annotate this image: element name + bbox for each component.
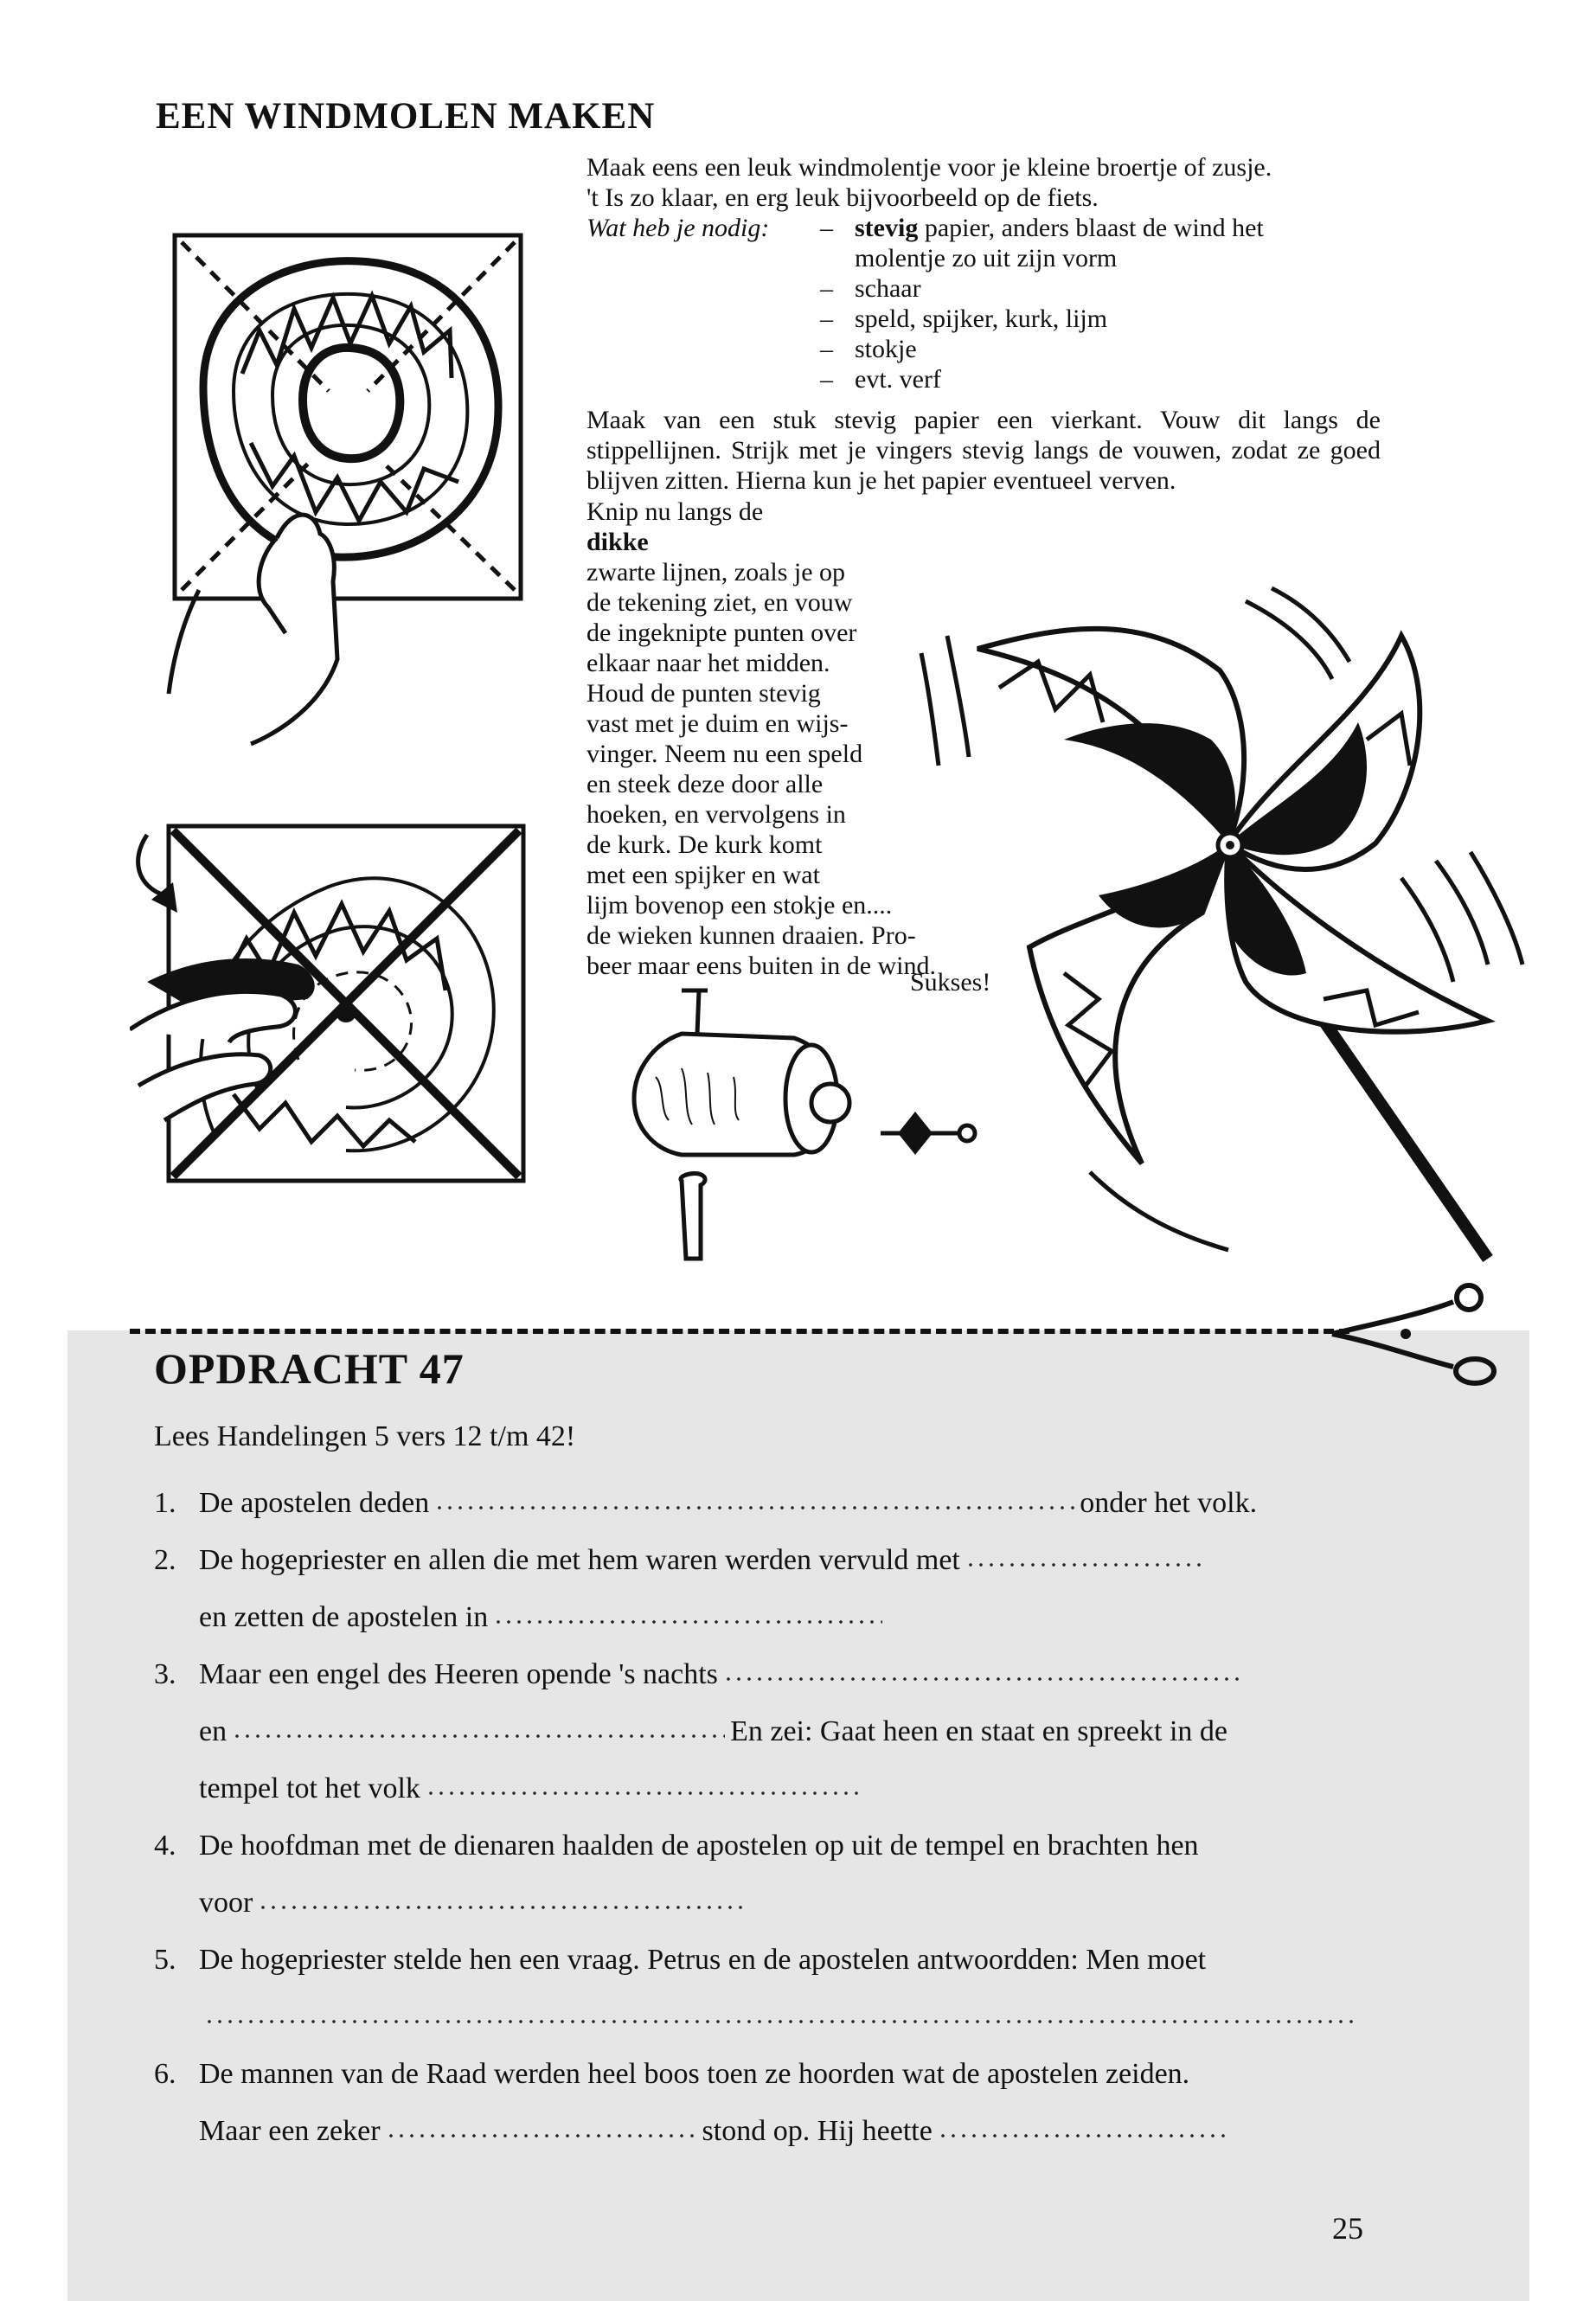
answer-blank[interactable] (386, 2134, 697, 2138)
fold-instructions: Maak van een stuk stevig papier een vierkant. Vouw dit langs de stippellijnen. Strijk met je vingers stevig langs de vouwen, zodat ze goed blijven zitten. Hierna kun je het papier eventueel verven. (586, 406, 1381, 495)
question-3-cont: en En zei: Gaat heen en staat en spreekt in de (199, 1715, 1228, 1747)
assignment-instruction: Lees Handelingen 5 vers 12 t/m 42! (154, 1420, 576, 1452)
answer-blank[interactable] (723, 1677, 1242, 1681)
answer-blank[interactable] (493, 1620, 882, 1624)
answer-blank[interactable] (204, 2020, 1355, 2023)
cutting-illustration (130, 809, 536, 1189)
materials-list (803, 213, 1382, 394)
craft-intro (586, 152, 1381, 213)
needs-label: Wat heb je nodig: (586, 214, 770, 242)
question-3-cont2: tempel tot het volk (154, 1760, 1375, 1817)
arrow-icon (151, 882, 177, 913)
answer-blank[interactable] (965, 1563, 1208, 1567)
answer-blank[interactable] (938, 2134, 1232, 2138)
answer-blank[interactable] (258, 1906, 742, 1909)
question-3: 3. Maar een engel des Heeren opende 's nachts (154, 1646, 1375, 1703)
question-6: 6. De mannen van de Raad werden heel boos toen ze hoorden wat de apostelen zeiden. (154, 2058, 1190, 2090)
question-5-cont (154, 1989, 1375, 2046)
material-item: – schaar (820, 274, 921, 303)
question-4: 4. De hoofdman met de dienaren haalden de apostelen op uit de tempel en brachten hen (154, 1830, 1199, 1862)
material-item: – evt. verf (820, 365, 941, 394)
question-1: 1. De apostelen deden onder het volk. (154, 1487, 1258, 1519)
assignment-title: OPDRACHT 47 (154, 1344, 465, 1393)
question-2: 2. De hogepriester en allen die met hem waren werden vervuld met (154, 1532, 1375, 1589)
cut-instructions: Knip nu langs de dikke zwarte lijnen, zoals je op de tekening ziet, en vouw de ingeknipte punten over elkaar naar het midden. Houd de punten stevig vast met je duim en wijs- vinger. Neem nu een speld en steek deze door alle hoeken, en vervolgens in de kurk. De kurk komt met een spijker en wat lijm bovenop een stokje en.... de wieken kunnen draaien. Pro- beer maar eens buiten in de wind. (586, 497, 937, 980)
question-4-cont: voor (154, 1875, 1375, 1932)
question-5: 5. De hogepriester stelde hen een vraag. Petrus en de apostelen antwoordden: Men moet (154, 1944, 1207, 1976)
answer-blank[interactable] (426, 1791, 858, 1795)
question-2-cont: en zetten de apostelen in (154, 1589, 1375, 1646)
page-number: 25 (1332, 2211, 1363, 2246)
question-6-cont: Maar een zeker stond op. Hij heette (154, 2103, 1375, 2160)
answer-blank[interactable] (232, 1734, 725, 1738)
material-item: – stevig papier, anders blaast de wind het molentje zo uit zijn vorm (820, 214, 1264, 272)
material-item: – speld, spijker, kurk, lijm (820, 304, 1108, 333)
intro-line: Maak eens een leuk windmolentje voor je kleine broertje of zusje. (586, 153, 1272, 182)
folded-paper-illustration (164, 227, 528, 746)
cork-and-pin-illustration (621, 982, 1002, 1267)
intro-line: 't Is zo klaar, en erg leuk bijvoorbeeld op de fiets. (586, 183, 1099, 212)
craft-title: EEN WINDMOLEN MAKEN (156, 96, 656, 137)
answer-blank[interactable] (434, 1506, 1074, 1509)
material-item: – stokje (820, 335, 917, 363)
pinwheel-illustration (917, 567, 1540, 1280)
scissors-icon (1324, 1280, 1514, 1393)
closing-text: Sukses! (910, 968, 991, 997)
cut-line (130, 1329, 1349, 1334)
